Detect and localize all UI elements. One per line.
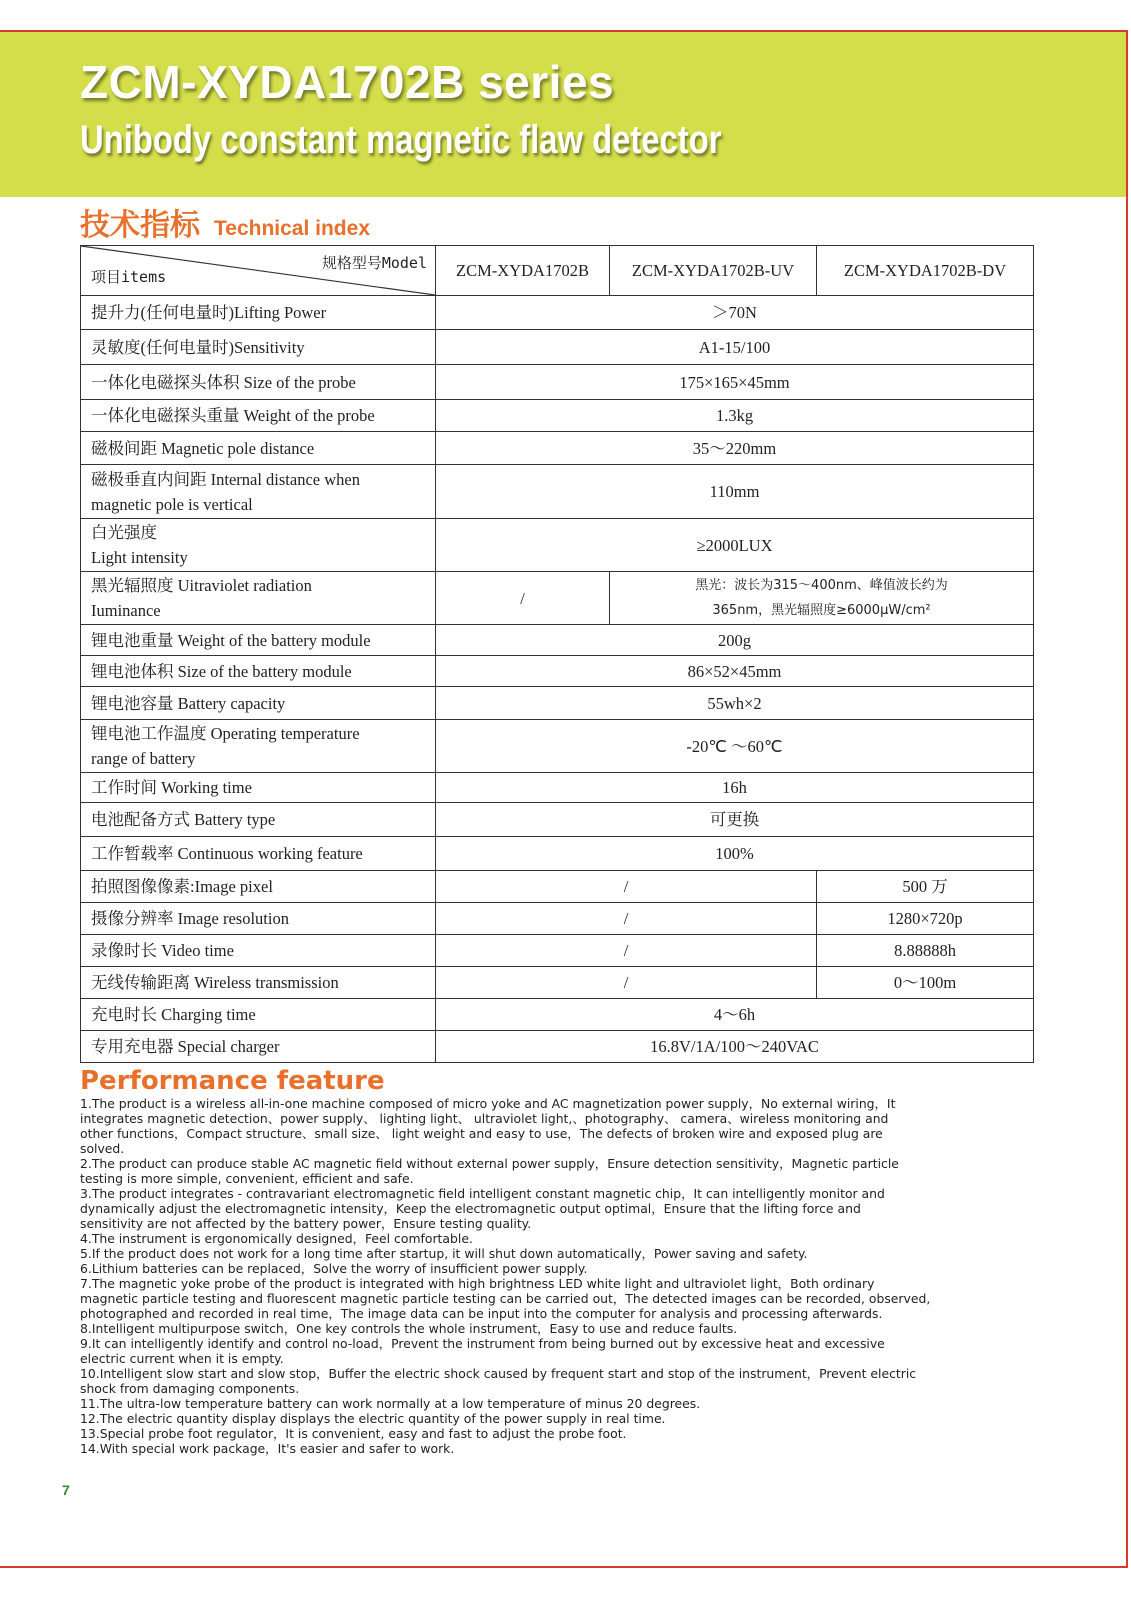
- table-row: [81, 330, 1034, 365]
- items-header-label: 项目items: [91, 268, 167, 286]
- performance-feature-line: 11.The ultra-low temperature battery can work normally at a low temperature of minus 20 degrees.: [80, 1396, 701, 1411]
- row-label-line: 白光强度: [91, 523, 157, 542]
- row-value: 16.8V/1A/100～240VAC: [436, 1031, 1034, 1063]
- row-value: 1.3kg: [436, 400, 1034, 432]
- performance-feature-line: 1.The product is a wireless all-in-one machine composed of micro yoke and AC magnetization power supply，No external wiring，It: [80, 1096, 896, 1111]
- row-value: 175×165×45mm: [436, 365, 1034, 400]
- row-label: 专用充电器 Special charger: [81, 1031, 436, 1063]
- performance-feature-line: solved.: [80, 1141, 125, 1156]
- row-value: 55wh×2: [436, 687, 1034, 720]
- row-label: 摄像分辨率 Image resolution: [81, 903, 436, 935]
- row-value: 86×52×45mm: [436, 656, 1034, 687]
- performance-feature-line: electric current when it is empty.: [80, 1351, 284, 1366]
- performance-feature-line: other functions，Compact structure、small size、 light weight and easy to use，The defects of broken wire and exposed plug are: [80, 1126, 883, 1141]
- spec-table: [80, 245, 1034, 1063]
- performance-feature-line: 8.Intelligent multipurpose switch，One key controls the whole instrument，Easy to use and reduce faults.: [80, 1321, 738, 1336]
- performance-feature-line: 10.Intelligent slow start and slow stop，Buffer the electric shock caused by frequent start and stop of the instrument，Prevent electric: [80, 1366, 917, 1381]
- row-value-b-uv: /: [436, 935, 817, 967]
- row-value-dv: 500 万: [817, 871, 1034, 903]
- row-label: 无线传输距离 Wireless transmission: [81, 967, 436, 999]
- performance-feature-line: 5.If the product does not work for a long time after startup, it will shut down automatically，Power saving and safety.: [80, 1246, 808, 1261]
- performance-feature-line: 12.The electric quantity display displays the electric quantity of the power supply in real time.: [80, 1411, 666, 1426]
- row-label: 工作暂载率 Continuous working feature: [81, 837, 436, 871]
- performance-feature-line: photographed and recorded in real time，The image data can be input into the computer for analysis and processing afterwards.: [80, 1306, 883, 1321]
- performance-feature-line: 3.The product integrates - contravariant electromagnetic field intelligent constant magnetic chip，It can intelligently monitor and: [80, 1186, 885, 1201]
- row-value-uv-dv: [610, 572, 1034, 625]
- table-row: [81, 903, 1034, 935]
- row-value: 35～220mm: [436, 432, 1034, 465]
- row-value-dv: 0～100m: [817, 967, 1034, 999]
- row-label: 一体化电磁探头体积 Size of the probe: [81, 365, 436, 400]
- table-row: [81, 999, 1034, 1031]
- row-label: 锂电池重量 Weight of the battery module: [81, 625, 436, 656]
- table-row: [81, 935, 1034, 967]
- row-label: 一体化电磁探头重量 Weight of the probe: [81, 400, 436, 432]
- model-header-dv: ZCM-XYDA1702B-DV: [817, 246, 1034, 296]
- product-series-title: ZCM-XYDA1702B series: [80, 56, 615, 108]
- row-value-b: /: [436, 572, 610, 625]
- table-row: [81, 837, 1034, 871]
- model-header-b: ZCM-XYDA1702B: [436, 246, 610, 296]
- row-label: 电池配备方式 Battery type: [81, 803, 436, 837]
- row-label: 充电时长 Charging time: [81, 999, 436, 1031]
- table-row: [81, 572, 1034, 625]
- table-row: [81, 519, 1034, 572]
- performance-feature-heading: Performance feature: [80, 1066, 385, 1096]
- table-row: [81, 687, 1034, 720]
- row-value: 4～6h: [436, 999, 1034, 1031]
- row-label: [81, 572, 436, 625]
- row-label-line: 黑光辐照度 Uitraviolet radiation: [91, 576, 312, 595]
- table-header-row: [81, 246, 1034, 296]
- performance-feature-line: shock from damaging components.: [80, 1381, 300, 1396]
- table-row: [81, 656, 1034, 687]
- performance-feature-line: 9.It can intelligently identify and control no-load，Prevent the instrument from being burned out by excessive heat and excessive: [80, 1336, 885, 1351]
- row-value: A1-15/100: [436, 330, 1034, 365]
- row-label-line: Iuminance: [91, 601, 161, 620]
- row-label-line: range of battery: [91, 749, 196, 768]
- row-label-line: 磁极垂直内间距 Internal distance when: [91, 469, 360, 489]
- performance-feature-line: magnetic particle testing and fluorescent magnetic particle testing can be carried out，The detected images can be recorded, observed,: [80, 1291, 931, 1306]
- performance-feature-line: testing is more simple, convenient, efficient and safe.: [80, 1171, 414, 1186]
- technical-index-heading-en: Technical index: [214, 217, 370, 240]
- row-label: 提升力(任何电量时)Lifting Power: [81, 296, 436, 330]
- performance-feature-line: 2.The product can produce stable AC magnetic field without external power supply，Ensure detection sensitivity，Magnetic particle: [80, 1156, 899, 1171]
- row-label: [81, 519, 436, 572]
- row-value-b-uv: /: [436, 967, 817, 999]
- row-value: 110mm: [436, 465, 1034, 519]
- table-row: [81, 803, 1034, 837]
- performance-feature-line: 6.Lithium batteries can be replaced，Solve the worry of insufficient power supply.: [80, 1261, 588, 1276]
- row-value: ＞70N: [436, 296, 1034, 330]
- model-header-uv: ZCM-XYDA1702B-UV: [610, 246, 817, 296]
- row-value-b-uv: /: [436, 871, 817, 903]
- row-label: 灵敏度(任何电量时)Sensitivity: [81, 330, 436, 365]
- performance-feature-line: 7.The magnetic yoke probe of the product is integrated with high brightness LED white light and ultraviolet light，Both ordinary: [80, 1276, 875, 1291]
- top-strip: [0, 0, 1131, 26]
- performance-feature-line: dynamically adjust the electromagnetic intensity，Keep the electromagnetic output optimal，Ensure that the lifting force and: [80, 1201, 861, 1216]
- table-row: [81, 720, 1034, 773]
- table-row: [81, 967, 1034, 999]
- table-row: [81, 432, 1034, 465]
- table-row: [81, 400, 1034, 432]
- row-label-line: 锂电池工作温度 Operating temperature: [91, 724, 360, 743]
- row-value: 100%: [436, 837, 1034, 871]
- table-row: [81, 1031, 1034, 1063]
- performance-feature-list: [80, 1096, 1035, 1456]
- performance-feature-line: sensitivity are not affected by the battery power，Ensure testing quality.: [80, 1216, 532, 1231]
- performance-feature-line: 13.Special probe foot regulator，It is convenient, easy and fast to adjust the probe foot.: [80, 1426, 627, 1441]
- table-row: [81, 625, 1034, 656]
- product-subtitle: Unibody constant magnetic flaw detector: [80, 118, 722, 162]
- row-label-line: magnetic pole is vertical: [91, 494, 253, 514]
- performance-feature-line: 4.The instrument is ergonomically designed，Feel comfortable.: [80, 1231, 473, 1246]
- performance-feature-line: 14.With special work package，It's easier and safer to work.: [80, 1441, 455, 1456]
- row-label: 锂电池体积 Size of the battery module: [81, 656, 436, 687]
- row-value: 可更换: [436, 803, 1034, 837]
- row-label: 锂电池容量 Battery capacity: [81, 687, 436, 720]
- row-value: 16h: [436, 773, 1034, 803]
- table-row: [81, 465, 1034, 519]
- row-label: 磁极间距 Magnetic pole distance: [81, 432, 436, 465]
- row-value: -20℃ ～60℃: [436, 720, 1034, 773]
- row-value: ≥2000LUX: [436, 519, 1034, 572]
- page-number: 7: [62, 1482, 70, 1498]
- uv-spec-line: 365nm，黑光辐照度≥6000μW/cm²: [712, 603, 931, 618]
- table-row: [81, 296, 1034, 330]
- row-label: [81, 720, 436, 773]
- row-label: 工作时间 Working time: [81, 773, 436, 803]
- technical-index-heading: [80, 200, 370, 244]
- header-diagonal-cell: [81, 246, 436, 296]
- row-value: 200g: [436, 625, 1034, 656]
- row-label: 录像时长 Video time: [81, 935, 436, 967]
- row-value-b-uv: /: [436, 903, 817, 935]
- performance-feature-line: integrates magnetic detection、power supply、 lighting light、 ultraviolet light,、photography、 camera、wireless monitoring and: [80, 1111, 889, 1126]
- row-label-line: Light intensity: [91, 548, 188, 567]
- row-label: 拍照图像像素:Image pixel: [81, 871, 436, 903]
- row-label: [81, 465, 436, 519]
- uv-spec-line: 黑光：波长为315～400nm、峰值波长约为: [695, 578, 948, 593]
- table-row: [81, 365, 1034, 400]
- table-row: [81, 773, 1034, 803]
- row-value-dv: 8.88888h: [817, 935, 1034, 967]
- row-value-dv: 1280×720p: [817, 903, 1034, 935]
- table-row: [81, 871, 1034, 903]
- model-header-label: 规格型号Model: [321, 254, 427, 272]
- technical-index-heading-cn: 技术指标: [80, 208, 200, 243]
